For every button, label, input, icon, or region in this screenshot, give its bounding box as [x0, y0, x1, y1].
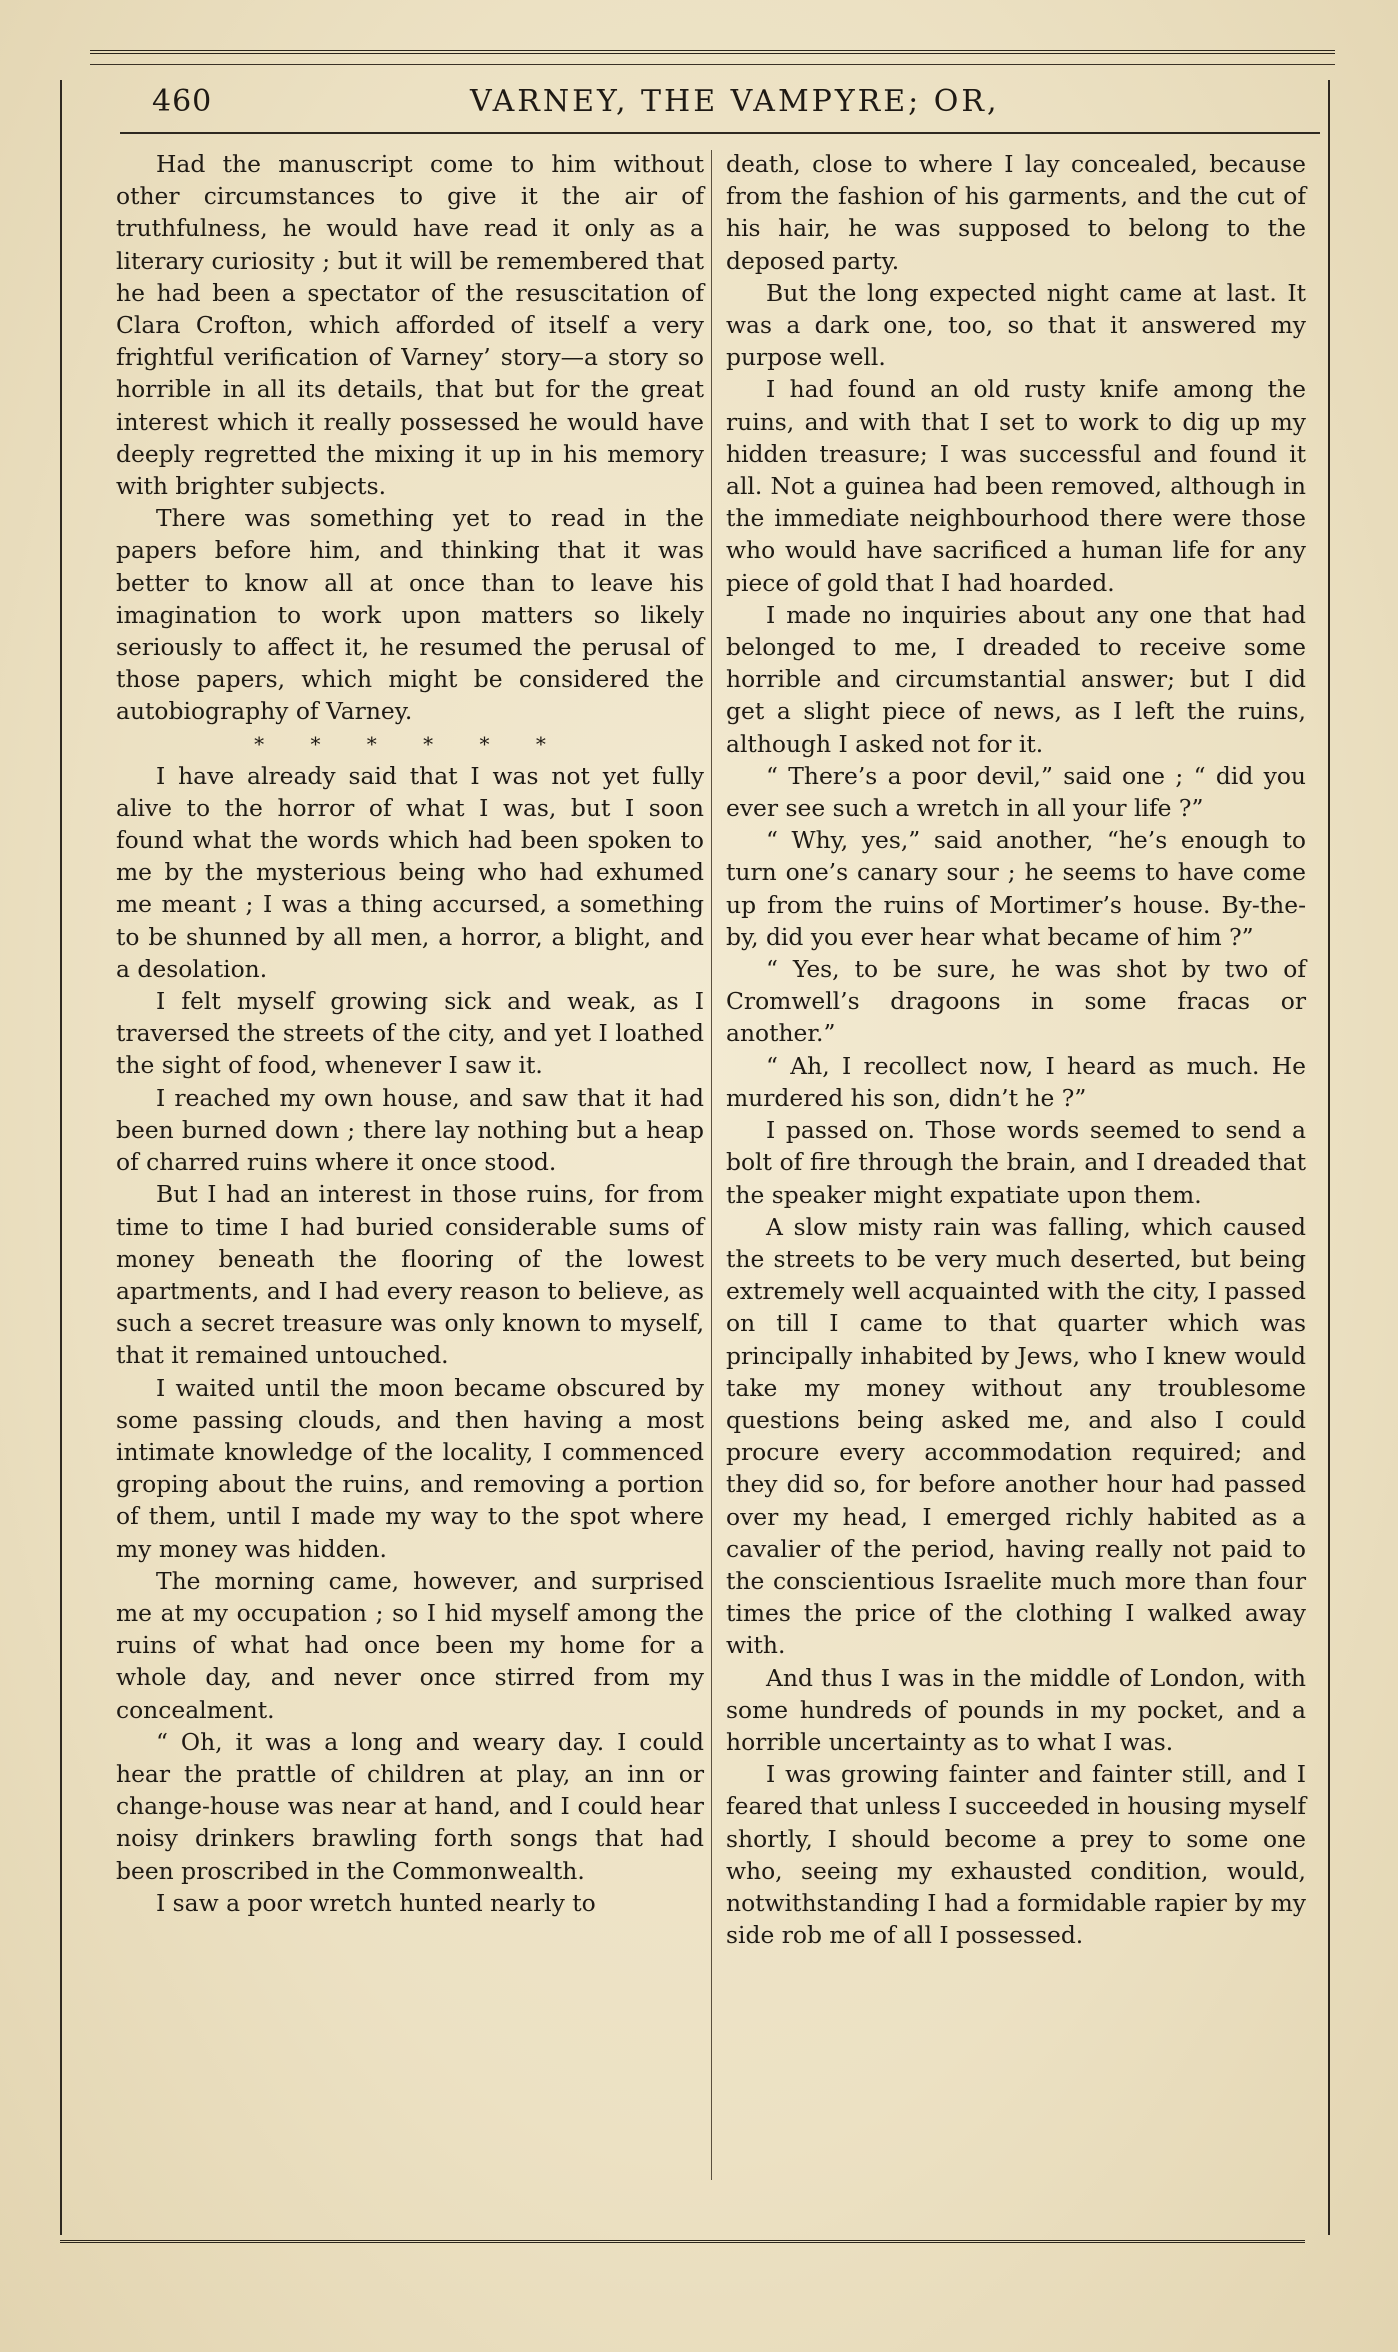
top-border-rule	[90, 50, 1335, 54]
right-column	[726, 148, 1306, 1951]
paragraph: I had found an old rusty knife among the ruins, and with that I set to work to dig up my hidden treasure; I was successful and found it all. Not a guinea had been removed, although in the immediate neighbourhood there were those who would have sacrificed a human life for any piece of gold that I had hoarded.	[726, 375, 1306, 597]
paragraph: I waited until the moon became obscured by some passing clouds, and then having a most intimate knowledge of the locality, I commenced groping about the ruins, and removing a portion of them, until I made my way to the spot where my money was hidden.	[116, 1373, 704, 1563]
bottom-border-rule	[60, 2240, 1305, 2243]
left-column	[116, 148, 704, 1919]
paragraph: “ Why, yes,” said another, “he’s enough to turn one’s canary sour ; he seems to have come up from the ruins of Mortimer’s house. By-the-by, did you ever hear what became of him ?”	[726, 826, 1306, 951]
paragraph: I made no inquiries about any one that had belonged to me, I dreaded to receive some horrible and circumstantial answer; but I did get a slight piece of news, as I left the ruins, although I asked not for it.	[726, 600, 1306, 758]
paragraph: The morning came, however, and surprised me at my occupation ; so I hid myself among the ruins of what had once been my home for a whole day, and never once stirred from my concealment.	[116, 1566, 704, 1724]
paragraph: I have already said that I was not yet fully alive to the horror of what I was, but I soon found what the words which had been spoken to me by the mysterious being who had exhumed me meant ; I was a thing accursed, a something to be shunned by all men, a horror, a blight, and a desolation.	[116, 761, 704, 983]
paragraph: Had the manuscript come to him without other circumstances to give it the air of truthfulness, he would have read it only as a literary curiosity ; but it will be remembered that he had been a spectator of the resuscitation of Clara Crofton, which afforded of itself a very frightful verification of Varney’ story—a story so horrible in all its details, that but for the great interest which it really possessed he would have deeply regretted the mixing it up in his memory with brighter subjects.	[116, 150, 704, 501]
paragraph-continued: death, close to where I lay concealed, because from the fashion of his garments, and the cut of his hair, he was supposed to belong to the deposed party.	[726, 150, 1306, 275]
paragraph: But the long expected night came at last. It was a dark one, too, so that it answered my purpose well.	[726, 278, 1306, 372]
paragraph: I saw a poor wretch hunted nearly to	[156, 1888, 596, 1917]
paragraph: “ There’s a poor devil,” said one ; “ did you ever see such a wretch in all your life ?”	[726, 761, 1306, 823]
paragraph: “ Oh, it was a long and weary day. I could hear the prattle of children at play, an inn or change-house was near at hand, and I could hear noisy drinkers brawling forth songs that had been proscribed in the Commonwealth.	[116, 1727, 704, 1885]
paragraph: A slow misty rain was falling, which caused the streets to be very much deserted, but being extremely well acquainted with the city, I passed on till I came to that quarter which was principally inhabited by Jews, who I knew would take my money without any troublesome questions being asked me, and also I could procure every accommodation required; and they did so, for before another hour had passed over my head, I emerged richly habited as a cavalier of the period, having really not paid to the conscientious Israelite much more than four times the price of the clothing I walked away with.	[726, 1212, 1306, 1660]
paragraph: I felt myself growing sick and weak, as I traversed the streets of the city, and yet I loathed the sight of food, whenever I saw it.	[116, 987, 704, 1080]
paragraph: But I had an interest in those ruins, for from time to time I had buried considerable sums of money beneath the flooring of the lowest apartments, and I had every reason to believe, as such a secret treasure was only known to myself, that it remained untouched.	[116, 1180, 704, 1370]
column-divider	[711, 150, 712, 2180]
paragraph: “ Yes, to be sure, he was shot by two of Cromwell’s dragoons in some fracas or another.”	[726, 955, 1306, 1048]
right-border-rule	[1328, 80, 1330, 2235]
paragraph: I was growing fainter and fainter still, and I feared that unless I succeeded in housing myself shortly, I should become a prey to some one who, seeing my exhausted condition, would, notwithstanding I had a formidable rapier by my side rob me of all I possessed.	[726, 1760, 1306, 1950]
top-border-thin-rule	[90, 64, 1335, 65]
left-border-rule	[60, 80, 62, 2235]
header-rule	[120, 132, 1320, 134]
page-number: 460	[152, 84, 213, 119]
paragraph: I passed on. Those words seemed to send a bolt of fire through the brain, and I dreaded that the speaker might expatiate upon them.	[726, 1116, 1306, 1209]
section-break-asterisms: * * * * * *	[254, 731, 566, 756]
paragraph: I reached my own house, and saw that it had been burned down ; there lay nothing but a heap of charred ruins where it once stood.	[116, 1083, 704, 1177]
running-title: VARNEY, THE VAMPYRE; OR,	[470, 84, 1000, 119]
page-header	[140, 84, 1300, 128]
paragraph: “ Ah, I recollect now, I heard as much. He murdered his son, didn’t he ?”	[726, 1051, 1306, 1112]
paragraph: And thus I was in the middle of London, with some hundreds of pounds in my pocket, and a horrible uncertainty as to what I was.	[726, 1663, 1306, 1756]
paragraph: There was something yet to read in the papers before him, and thinking that it was better to know all at once than to leave his imagination to work upon matters so likely seriously to affect it, he resumed the perusal of those papers, which might be considered the autobiography of Varney.	[116, 504, 704, 726]
